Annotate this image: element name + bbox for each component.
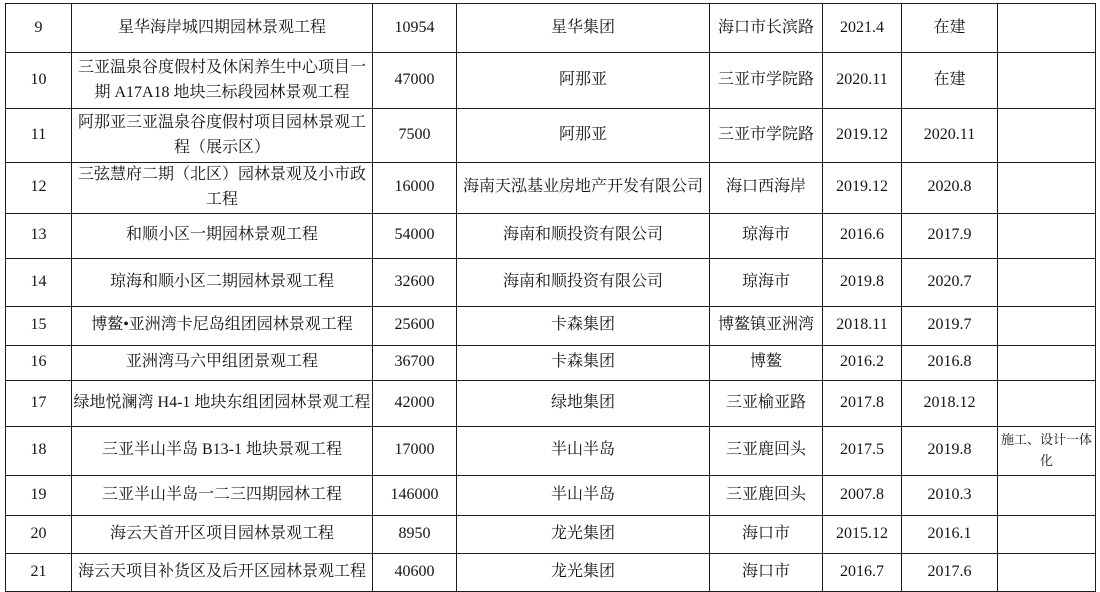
row-number-cell: 17 <box>6 380 72 426</box>
table-row <box>6 53 1096 109</box>
company-cell: 星华集团 <box>457 4 710 53</box>
table-row <box>6 4 1096 53</box>
end-date-cell: 在建 <box>902 4 998 53</box>
project-name-cell: 三亚半山半岛一二三四期园林工程 <box>72 475 373 515</box>
note-cell <box>998 345 1096 380</box>
project-name-cell: 星华海岸城四期园林景观工程 <box>72 4 373 53</box>
location-cell: 博鳌 <box>710 345 823 380</box>
start-date-cell: 2021.4 <box>823 4 902 53</box>
area-cell: 16000 <box>373 163 457 214</box>
project-name-cell: 绿地悦澜湾 H4-1 地块东组团园林景观工程 <box>72 380 373 426</box>
end-date-cell: 2018.12 <box>902 380 998 426</box>
project-table-body <box>6 4 1096 592</box>
table-row <box>6 475 1096 515</box>
end-date-cell: 2020.11 <box>902 109 998 163</box>
table-row <box>6 163 1096 214</box>
note-cell <box>998 53 1096 109</box>
start-date-cell: 2019.8 <box>823 258 902 306</box>
area-cell: 7500 <box>373 109 457 163</box>
start-date-cell: 2016.7 <box>823 553 902 591</box>
area-cell: 25600 <box>373 306 457 345</box>
table-row <box>6 426 1096 475</box>
note-cell <box>998 163 1096 214</box>
project-name-cell: 三亚半山半岛 B13-1 地块景观工程 <box>72 426 373 475</box>
table-row <box>6 258 1096 306</box>
row-number-cell: 9 <box>6 4 72 53</box>
project-table <box>5 3 1096 592</box>
area-cell: 8950 <box>373 515 457 553</box>
project-name-cell: 海云天项目补货区及后开区园林景观工程 <box>72 553 373 591</box>
table-row <box>6 553 1096 591</box>
start-date-cell: 2017.8 <box>823 380 902 426</box>
company-cell: 半山半岛 <box>457 426 710 475</box>
row-number-cell: 15 <box>6 306 72 345</box>
project-name-cell: 阿那亚三亚温泉谷度假村项目园林景观工程（展示区） <box>72 109 373 163</box>
row-number-cell: 11 <box>6 109 72 163</box>
note-cell <box>998 380 1096 426</box>
project-name-cell: 博鳌•亚洲湾卡尼岛组团园林景观工程 <box>72 306 373 345</box>
location-cell: 琼海市 <box>710 258 823 306</box>
start-date-cell: 2018.11 <box>823 306 902 345</box>
location-cell: 三亚榆亚路 <box>710 380 823 426</box>
note-cell: 施工、设计一体化 <box>998 426 1096 475</box>
area-cell: 10954 <box>373 4 457 53</box>
company-cell: 海南和顺投资有限公司 <box>457 258 710 306</box>
start-date-cell: 2007.8 <box>823 475 902 515</box>
location-cell: 博鳌镇亚洲湾 <box>710 306 823 345</box>
row-number-cell: 21 <box>6 553 72 591</box>
area-cell: 40600 <box>373 553 457 591</box>
area-cell: 146000 <box>373 475 457 515</box>
location-cell: 海口市 <box>710 515 823 553</box>
area-cell: 32600 <box>373 258 457 306</box>
row-number-cell: 12 <box>6 163 72 214</box>
area-cell: 36700 <box>373 345 457 380</box>
location-cell: 海口市长滨路 <box>710 4 823 53</box>
end-date-cell: 2017.6 <box>902 553 998 591</box>
row-number-cell: 14 <box>6 258 72 306</box>
location-cell: 琼海市 <box>710 213 823 258</box>
table-row <box>6 345 1096 380</box>
location-cell: 三亚市学院路 <box>710 53 823 109</box>
project-name-cell: 三亚温泉谷度假村及休闲养生中心项目一期 A17A18 地块三标段园林景观工程 <box>72 53 373 109</box>
area-cell: 54000 <box>373 213 457 258</box>
area-cell: 17000 <box>373 426 457 475</box>
project-name-cell: 和顺小区一期园林景观工程 <box>72 213 373 258</box>
company-cell: 阿那亚 <box>457 109 710 163</box>
row-number-cell: 19 <box>6 475 72 515</box>
company-cell: 海南天泓基业房地产开发有限公司 <box>457 163 710 214</box>
end-date-cell: 2017.9 <box>902 213 998 258</box>
company-cell: 海南和顺投资有限公司 <box>457 213 710 258</box>
note-cell <box>998 258 1096 306</box>
start-date-cell: 2019.12 <box>823 163 902 214</box>
start-date-cell: 2017.5 <box>823 426 902 475</box>
project-name-cell: 亚洲湾马六甲组团景观工程 <box>72 345 373 380</box>
company-cell: 半山半岛 <box>457 475 710 515</box>
table-row <box>6 380 1096 426</box>
row-number-cell: 10 <box>6 53 72 109</box>
location-cell: 海口市 <box>710 553 823 591</box>
row-number-cell: 16 <box>6 345 72 380</box>
table-row <box>6 306 1096 345</box>
start-date-cell: 2019.12 <box>823 109 902 163</box>
table-row <box>6 213 1096 258</box>
table-row <box>6 515 1096 553</box>
end-date-cell: 在建 <box>902 53 998 109</box>
end-date-cell: 2016.8 <box>902 345 998 380</box>
note-cell <box>998 213 1096 258</box>
end-date-cell: 2020.8 <box>902 163 998 214</box>
project-name-cell: 三弦慧府二期（北区）园林景观及小市政工程 <box>72 163 373 214</box>
start-date-cell: 2015.12 <box>823 515 902 553</box>
start-date-cell: 2016.6 <box>823 213 902 258</box>
end-date-cell: 2010.3 <box>902 475 998 515</box>
area-cell: 42000 <box>373 380 457 426</box>
row-number-cell: 20 <box>6 515 72 553</box>
company-cell: 龙光集团 <box>457 515 710 553</box>
note-cell <box>998 306 1096 345</box>
end-date-cell: 2016.1 <box>902 515 998 553</box>
company-cell: 龙光集团 <box>457 553 710 591</box>
location-cell: 三亚鹿回头 <box>710 426 823 475</box>
row-number-cell: 13 <box>6 213 72 258</box>
start-date-cell: 2020.11 <box>823 53 902 109</box>
note-cell <box>998 475 1096 515</box>
location-cell: 海口西海岸 <box>710 163 823 214</box>
company-cell: 卡森集团 <box>457 306 710 345</box>
end-date-cell: 2019.7 <box>902 306 998 345</box>
end-date-cell: 2020.7 <box>902 258 998 306</box>
company-cell: 绿地集团 <box>457 380 710 426</box>
company-cell: 阿那亚 <box>457 53 710 109</box>
project-name-cell: 琼海和顺小区二期园林景观工程 <box>72 258 373 306</box>
project-name-cell: 海云天首开区项目园林景观工程 <box>72 515 373 553</box>
start-date-cell: 2016.2 <box>823 345 902 380</box>
end-date-cell: 2019.8 <box>902 426 998 475</box>
note-cell <box>998 4 1096 53</box>
location-cell: 三亚鹿回头 <box>710 475 823 515</box>
company-cell: 卡森集团 <box>457 345 710 380</box>
note-cell <box>998 515 1096 553</box>
table-row <box>6 109 1096 163</box>
area-cell: 47000 <box>373 53 457 109</box>
row-number-cell: 18 <box>6 426 72 475</box>
note-cell <box>998 109 1096 163</box>
location-cell: 三亚市学院路 <box>710 109 823 163</box>
note-cell <box>998 553 1096 591</box>
